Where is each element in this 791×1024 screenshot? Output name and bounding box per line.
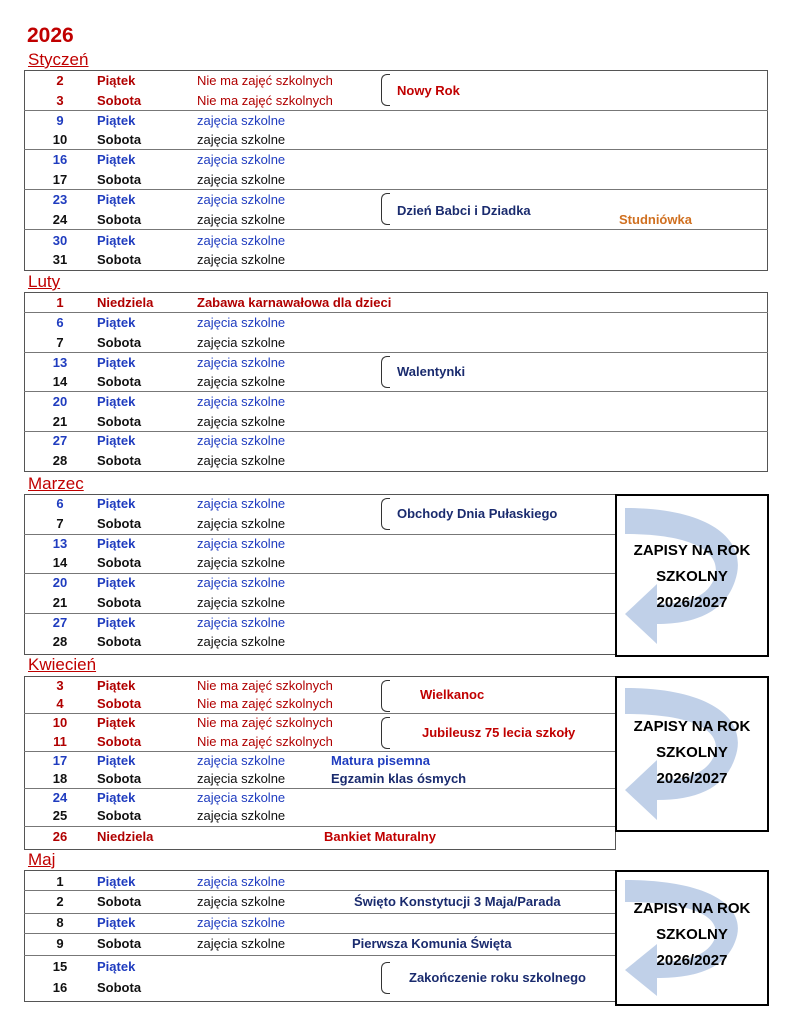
day-status: zajęcia szkolne bbox=[197, 453, 286, 468]
month-april: Kwiecień bbox=[28, 655, 97, 674]
weekday: Sobota bbox=[97, 132, 142, 147]
enrollment-line: SZKOLNY bbox=[656, 744, 728, 761]
day-status: zajęcia szkolne bbox=[197, 936, 286, 951]
day-number: 21 bbox=[52, 414, 68, 429]
day-number: 13 bbox=[52, 355, 68, 370]
enrollment-line: ZAPISY NA ROK bbox=[633, 542, 751, 559]
day-number: 27 bbox=[52, 615, 68, 630]
weekday: Piątek bbox=[97, 915, 136, 930]
day-status: zajęcia szkolne bbox=[197, 595, 286, 610]
event-note: Matura pisemna bbox=[331, 753, 430, 768]
weekday: Sobota bbox=[97, 696, 142, 711]
day-status: zajęcia szkolne bbox=[197, 753, 286, 768]
weekday: Piątek bbox=[97, 192, 136, 207]
weekday: Sobota bbox=[97, 453, 142, 468]
weekday: Piątek bbox=[97, 536, 136, 551]
row-divider bbox=[24, 573, 616, 574]
row-divider bbox=[24, 229, 768, 230]
day-number: 3 bbox=[56, 93, 64, 108]
weekday: Sobota bbox=[97, 808, 142, 823]
weekday: Niedziela bbox=[97, 829, 154, 844]
day-status: zajęcia szkolne bbox=[197, 374, 286, 389]
day-number: 14 bbox=[52, 555, 68, 570]
enrollment-line: 2026/2027 bbox=[656, 770, 728, 787]
day-status: zajęcia szkolne bbox=[197, 394, 286, 409]
weekday: Sobota bbox=[97, 936, 142, 951]
weekday: Sobota bbox=[97, 634, 142, 649]
event-note: Egzamin klas ósmych bbox=[331, 771, 467, 786]
enrollment-box bbox=[615, 870, 769, 1006]
enrollment-box bbox=[615, 494, 769, 657]
event-note: Pierwsza Komunia Święta bbox=[352, 936, 512, 951]
weekday: Piątek bbox=[97, 73, 136, 88]
brace-icon bbox=[381, 680, 390, 712]
day-status: zajęcia szkolne bbox=[197, 433, 286, 448]
weekday: Piątek bbox=[97, 315, 136, 330]
weekday: Piątek bbox=[97, 433, 136, 448]
event-note: Wielkanoc bbox=[420, 687, 485, 702]
enrollment-line: SZKOLNY bbox=[656, 568, 728, 585]
row-divider bbox=[24, 713, 616, 714]
row-divider bbox=[24, 751, 616, 752]
day-status: zajęcia szkolne bbox=[197, 315, 286, 330]
event-note: Zakończenie roku szkolnego bbox=[409, 970, 586, 985]
event-note: Jubileusz 75 lecia szkoły bbox=[422, 725, 576, 740]
day-status: zajęcia szkolne bbox=[197, 355, 286, 370]
day-status: Nie ma zajęć szkolnych bbox=[197, 678, 333, 693]
event-note: Święto Konstytucji 3 Maja/Parada bbox=[354, 894, 561, 909]
day-status: Nie ma zajęć szkolnych bbox=[197, 734, 333, 749]
month-march: Marzec bbox=[28, 474, 84, 493]
day-number: 2 bbox=[56, 894, 64, 909]
enrollment-line: 2026/2027 bbox=[656, 594, 728, 611]
day-number: 30 bbox=[52, 233, 68, 248]
enrollment-line: ZAPISY NA ROK bbox=[633, 900, 751, 917]
row-divider bbox=[24, 955, 616, 956]
day-number: 6 bbox=[56, 496, 64, 511]
day-status: zajęcia szkolne bbox=[197, 555, 286, 570]
day-number: 20 bbox=[52, 394, 68, 409]
day-status: zajęcia szkolne bbox=[197, 233, 286, 248]
day-number: 3 bbox=[56, 678, 64, 693]
weekday: Piątek bbox=[97, 233, 136, 248]
day-number: 25 bbox=[52, 808, 68, 823]
enrollment-line: ZAPISY NA ROK bbox=[633, 718, 751, 735]
day-number: 18 bbox=[52, 771, 68, 786]
day-status: zajęcia szkolne bbox=[197, 414, 286, 429]
day-status: zajęcia szkolne bbox=[197, 634, 286, 649]
day-number: 15 bbox=[52, 959, 68, 974]
weekday: Piątek bbox=[97, 874, 136, 889]
row-divider bbox=[24, 149, 768, 150]
day-number: 16 bbox=[52, 152, 68, 167]
row-divider bbox=[24, 352, 768, 353]
day-status: zajęcia szkolne bbox=[197, 575, 286, 590]
brace-icon bbox=[381, 74, 390, 106]
row-divider bbox=[24, 913, 616, 914]
day-number: 28 bbox=[52, 453, 68, 468]
weekday: Piątek bbox=[97, 394, 136, 409]
day-number: 24 bbox=[52, 790, 68, 805]
day-number: 21 bbox=[52, 595, 68, 610]
weekday: Sobota bbox=[97, 374, 142, 389]
enrollment-line: SZKOLNY bbox=[656, 926, 728, 943]
day-number: 27 bbox=[52, 433, 68, 448]
day-number: 10 bbox=[52, 132, 68, 147]
day-status: zajęcia szkolne bbox=[197, 790, 286, 805]
month-february: Luty bbox=[28, 272, 61, 291]
weekday: Sobota bbox=[97, 516, 142, 531]
day-status: zajęcia szkolne bbox=[197, 874, 286, 889]
brace-icon bbox=[381, 498, 390, 530]
day-number: 2 bbox=[56, 73, 64, 88]
weekday: Sobota bbox=[97, 252, 142, 267]
day-status: Nie ma zajęć szkolnych bbox=[197, 715, 333, 730]
row-divider bbox=[24, 788, 616, 789]
weekday: Sobota bbox=[97, 414, 142, 429]
weekday: Piątek bbox=[97, 496, 136, 511]
event-note: Studniówka bbox=[619, 212, 692, 227]
day-number: 20 bbox=[52, 575, 68, 590]
brace-icon bbox=[381, 193, 390, 225]
row-divider bbox=[24, 826, 616, 827]
day-number: 23 bbox=[52, 192, 68, 207]
weekday: Piątek bbox=[97, 715, 136, 730]
day-number: 17 bbox=[52, 172, 68, 187]
day-number: 31 bbox=[52, 252, 68, 267]
weekday: Niedziela bbox=[97, 295, 154, 310]
day-status: zajęcia szkolne bbox=[197, 113, 286, 128]
weekday: Sobota bbox=[97, 734, 142, 749]
weekday: Piątek bbox=[97, 790, 136, 805]
weekday: Sobota bbox=[97, 894, 142, 909]
day-status: zajęcia szkolne bbox=[197, 172, 286, 187]
weekday: Sobota bbox=[97, 172, 142, 187]
day-status: zajęcia szkolne bbox=[197, 252, 286, 267]
row-divider bbox=[24, 933, 616, 934]
event-note: Bankiet Maturalny bbox=[324, 829, 436, 844]
event-note: Walentynki bbox=[397, 364, 466, 379]
row-divider bbox=[24, 534, 616, 535]
weekday: Piątek bbox=[97, 575, 136, 590]
day-status: Nie ma zajęć szkolnych bbox=[197, 696, 333, 711]
event-note: Dzień Babci i Dziadka bbox=[397, 203, 531, 218]
day-number: 1 bbox=[56, 874, 64, 889]
day-number: 9 bbox=[56, 936, 64, 951]
day-number: 6 bbox=[56, 315, 64, 330]
year-heading: 2026 bbox=[27, 24, 74, 47]
row-divider bbox=[24, 431, 768, 432]
row-divider bbox=[24, 110, 768, 111]
month-may: Maj bbox=[28, 850, 56, 869]
day-number: 26 bbox=[52, 829, 68, 844]
day-status: zajęcia szkolne bbox=[197, 212, 286, 227]
day-status: Nie ma zajęć szkolnych bbox=[197, 73, 333, 88]
day-status: Zabawa karnawałowa dla dzieci bbox=[197, 295, 392, 310]
weekday: Sobota bbox=[97, 771, 142, 786]
day-status: zajęcia szkolne bbox=[197, 894, 286, 909]
weekday: Sobota bbox=[97, 335, 142, 350]
day-number: 16 bbox=[52, 980, 68, 995]
day-number: 9 bbox=[56, 113, 64, 128]
day-status: zajęcia szkolne bbox=[197, 536, 286, 551]
day-number: 10 bbox=[52, 715, 68, 730]
day-number: 28 bbox=[52, 634, 68, 649]
day-number: 14 bbox=[52, 374, 68, 389]
day-number: 11 bbox=[53, 734, 67, 749]
day-number: 24 bbox=[52, 212, 68, 227]
weekday: Sobota bbox=[97, 555, 142, 570]
day-status: zajęcia szkolne bbox=[197, 615, 286, 630]
day-number: 13 bbox=[52, 536, 68, 551]
row-divider bbox=[24, 189, 768, 190]
weekday: Sobota bbox=[97, 212, 142, 227]
weekday: Piątek bbox=[97, 355, 136, 370]
day-status: zajęcia szkolne bbox=[197, 335, 286, 350]
day-status: zajęcia szkolne bbox=[197, 132, 286, 147]
day-status: zajęcia szkolne bbox=[197, 808, 286, 823]
weekday: Sobota bbox=[97, 93, 142, 108]
day-status: zajęcia szkolne bbox=[197, 496, 286, 511]
weekday: Sobota bbox=[97, 595, 142, 610]
day-status: zajęcia szkolne bbox=[197, 915, 286, 930]
day-number: 7 bbox=[56, 335, 64, 350]
day-number: 8 bbox=[56, 915, 64, 930]
day-status: zajęcia szkolne bbox=[197, 771, 286, 786]
day-number: 4 bbox=[56, 696, 64, 711]
weekday: Piątek bbox=[97, 678, 136, 693]
day-number: 17 bbox=[52, 753, 68, 768]
enrollment-box bbox=[615, 676, 769, 832]
brace-icon bbox=[381, 717, 390, 749]
row-divider bbox=[24, 613, 616, 614]
weekday: Piątek bbox=[97, 152, 136, 167]
month-january: Styczeń bbox=[28, 50, 89, 69]
event-note: Obchody Dnia Pułaskiego bbox=[397, 506, 558, 521]
weekday: Piątek bbox=[97, 753, 136, 768]
day-status: zajęcia szkolne bbox=[197, 152, 286, 167]
day-status: zajęcia szkolne bbox=[197, 516, 286, 531]
day-number: 7 bbox=[56, 516, 64, 531]
day-status: zajęcia szkolne bbox=[197, 192, 286, 207]
event-note: Nowy Rok bbox=[397, 83, 460, 98]
weekday: Piątek bbox=[97, 113, 136, 128]
row-divider bbox=[24, 312, 768, 313]
brace-icon bbox=[381, 962, 390, 994]
weekday: Piątek bbox=[97, 615, 136, 630]
brace-icon bbox=[381, 356, 390, 388]
weekday: Sobota bbox=[97, 980, 142, 995]
row-divider bbox=[24, 391, 768, 392]
weekday: Piątek bbox=[97, 959, 136, 974]
row-divider bbox=[24, 890, 616, 891]
day-number: 1 bbox=[56, 295, 64, 310]
enrollment-line: 2026/2027 bbox=[656, 952, 728, 969]
day-status: Nie ma zajęć szkolnych bbox=[197, 93, 333, 108]
